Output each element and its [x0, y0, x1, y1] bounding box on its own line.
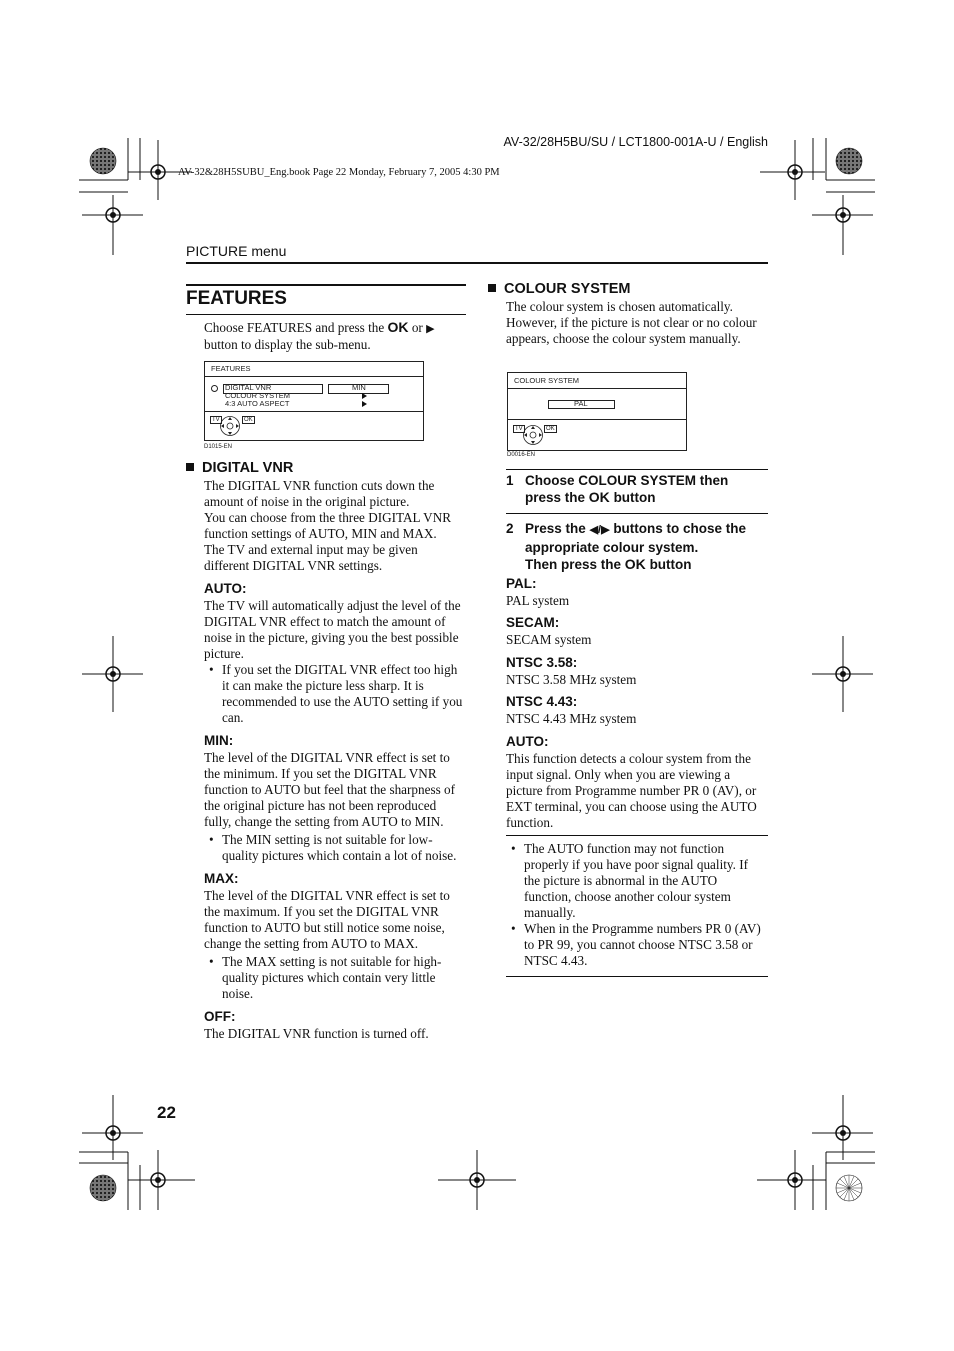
- colour-system-menu-screen: [507, 372, 687, 451]
- ok-key-icon: OK: [244, 417, 253, 423]
- arrow-left-right-icon: ◀/▶: [589, 524, 610, 536]
- submenu-arrow-icon: [362, 401, 367, 407]
- arrow-right-icon: ▶: [426, 323, 435, 335]
- square-bullet-icon: [488, 284, 496, 292]
- menu-row-digital-vnr: DIGITAL VNR: [225, 383, 272, 392]
- paragraph: You can choose from the three DIGITAL VNR function settings of AUTO, MIN and MAX.: [204, 510, 452, 541]
- paragraph: PAL system: [506, 593, 570, 608]
- subheading-max: MAX:: [204, 871, 239, 886]
- colour-system-heading: COLOUR SYSTEM: [488, 280, 630, 298]
- model-line: AV-32/28H5BU/SU / LCT1800-001A-U / English: [503, 135, 768, 149]
- subheading-off: OFF:: [204, 1009, 236, 1024]
- subheading-secam: SECAM:: [506, 615, 560, 630]
- tv-key-icon: TV: [212, 417, 220, 423]
- step-2: 2 Press the ◀/▶ buttons to chose the appropriate colour system. Then press the OK button: [506, 521, 747, 572]
- figure-code: D0016-EN: [507, 452, 536, 458]
- subheading-pal: PAL:: [506, 576, 537, 591]
- remote-dpad-icon: [219, 415, 241, 437]
- menu-row-aspect: 4:3 AUTO ASPECT: [225, 399, 290, 408]
- step-divider: [506, 513, 768, 514]
- subheading-min: MIN:: [204, 733, 234, 748]
- paragraph: NTSC 3.58 MHz system: [506, 672, 637, 687]
- step-divider: [506, 469, 768, 470]
- features-menu-screen: [204, 361, 424, 441]
- subheading-ntsc443: NTSC 4.43:: [506, 694, 578, 709]
- paragraph: The level of the DIGITAL VNR effect is set to the minimum. If you set the DIGITAL VNR function to AUTO but feel that the sharpness of the original picture has not been reproduced fully, change the setting from AUTO to MIN.: [204, 750, 455, 829]
- paragraph: NTSC 4.43 MHz system: [506, 711, 637, 726]
- paragraph: SECAM system: [506, 632, 592, 647]
- notes-bottom-rule: [506, 976, 768, 977]
- list-item: • If you set the DIGITAL VNR effect too high it can make the picture less sharp. It is recommended to use the AUTO setting if you can.: [204, 662, 466, 726]
- paragraph: The DIGITAL VNR function is turned off.: [204, 1026, 429, 1041]
- menu-value-min: MIN: [352, 383, 366, 392]
- page-number: 22: [157, 1103, 176, 1122]
- paragraph: The level of the DIGITAL VNR effect is set to the maximum. If you set the DIGITAL VNR function to AUTO but still notice some noise, change the setting from AUTO to MAX.: [204, 888, 450, 951]
- submenu-arrow-icon: [362, 393, 367, 399]
- ok-icon: OK: [624, 556, 646, 572]
- ok-icon: OK: [588, 489, 610, 505]
- menu-value-pal: PAL: [574, 399, 588, 408]
- tv-key-icon: TV: [515, 426, 523, 432]
- menu-row-colour-system: COLOUR SYSTEM: [225, 391, 291, 400]
- notes-top-rule: [506, 835, 768, 836]
- subheading-auto: AUTO:: [204, 581, 247, 596]
- colour-system-intro: The colour system is chosen automatically. However, if the picture is not clear or no colour appears, choose the colour system manually.: [506, 299, 757, 346]
- subheading-ntsc358: NTSC 3.58:: [506, 655, 578, 670]
- remote-dpad-icon: [522, 424, 544, 446]
- paragraph: The TV will automatically adjust the level of the DIGITAL VNR effect to match the amount of noise in the picture, giving you the best possible picture.: [204, 598, 461, 661]
- menu-title: COLOUR SYSTEM: [514, 376, 580, 385]
- ok-icon: OK: [387, 319, 409, 335]
- paragraph: The TV and external input may be given different DIGITAL VNR settings.: [204, 542, 418, 573]
- list-item: • When in the Programme numbers PR 0 (AV) to PR 99, you cannot choose NTSC 3.58 or NTSC 4.43.: [506, 921, 764, 969]
- square-bullet-icon: [186, 463, 194, 471]
- figure-code: D1015-EN: [204, 444, 233, 450]
- section-title: PICTURE menu: [186, 243, 287, 259]
- digital-vnr-heading: DIGITAL VNR: [186, 459, 293, 477]
- notes: [506, 841, 764, 969]
- cursor-circle-icon: [211, 385, 218, 392]
- features-title-underline: [186, 314, 466, 315]
- features-intro: Choose FEATURES and press the OK or ▶ button to display the sub-menu.: [204, 319, 435, 352]
- header-rule: [186, 262, 768, 264]
- features-title-rule: [186, 284, 466, 286]
- ok-key-icon: OK: [546, 426, 555, 432]
- step-1: 1 Choose COLOUR SYSTEM then press the OK button: [506, 473, 729, 505]
- list-item: • The AUTO function may not function properly if you have poor signal quality. If the picture is abnormal in the AUTO function, choose another colour system manually.: [506, 841, 764, 921]
- list-item: • The MIN setting is not suitable for low-quality pictures which contain a lot of noise.: [204, 832, 466, 864]
- colour-options: [506, 575, 768, 831]
- list-item: • The MAX setting is not suitable for high-quality pictures which contain very little noise.: [204, 954, 466, 1002]
- paragraph: The DIGITAL VNR function cuts down the amount of noise in the original picture.: [204, 478, 435, 509]
- digital-vnr-body: [204, 478, 466, 1042]
- paragraph: This function detects a colour system from the input signal. Only when you are viewing a picture from Programme number PR 0 (AV), or EXT terminal, you can choose using the AUTO function.: [506, 751, 757, 830]
- menu-title: FEATURES: [211, 364, 251, 373]
- subheading-auto: AUTO:: [506, 734, 549, 749]
- book-info: AV-32&28H5SUBU_Eng.book Page 22 Monday, February 7, 2005 4:30 PM: [178, 167, 500, 178]
- page-title: FEATURES: [186, 288, 287, 309]
